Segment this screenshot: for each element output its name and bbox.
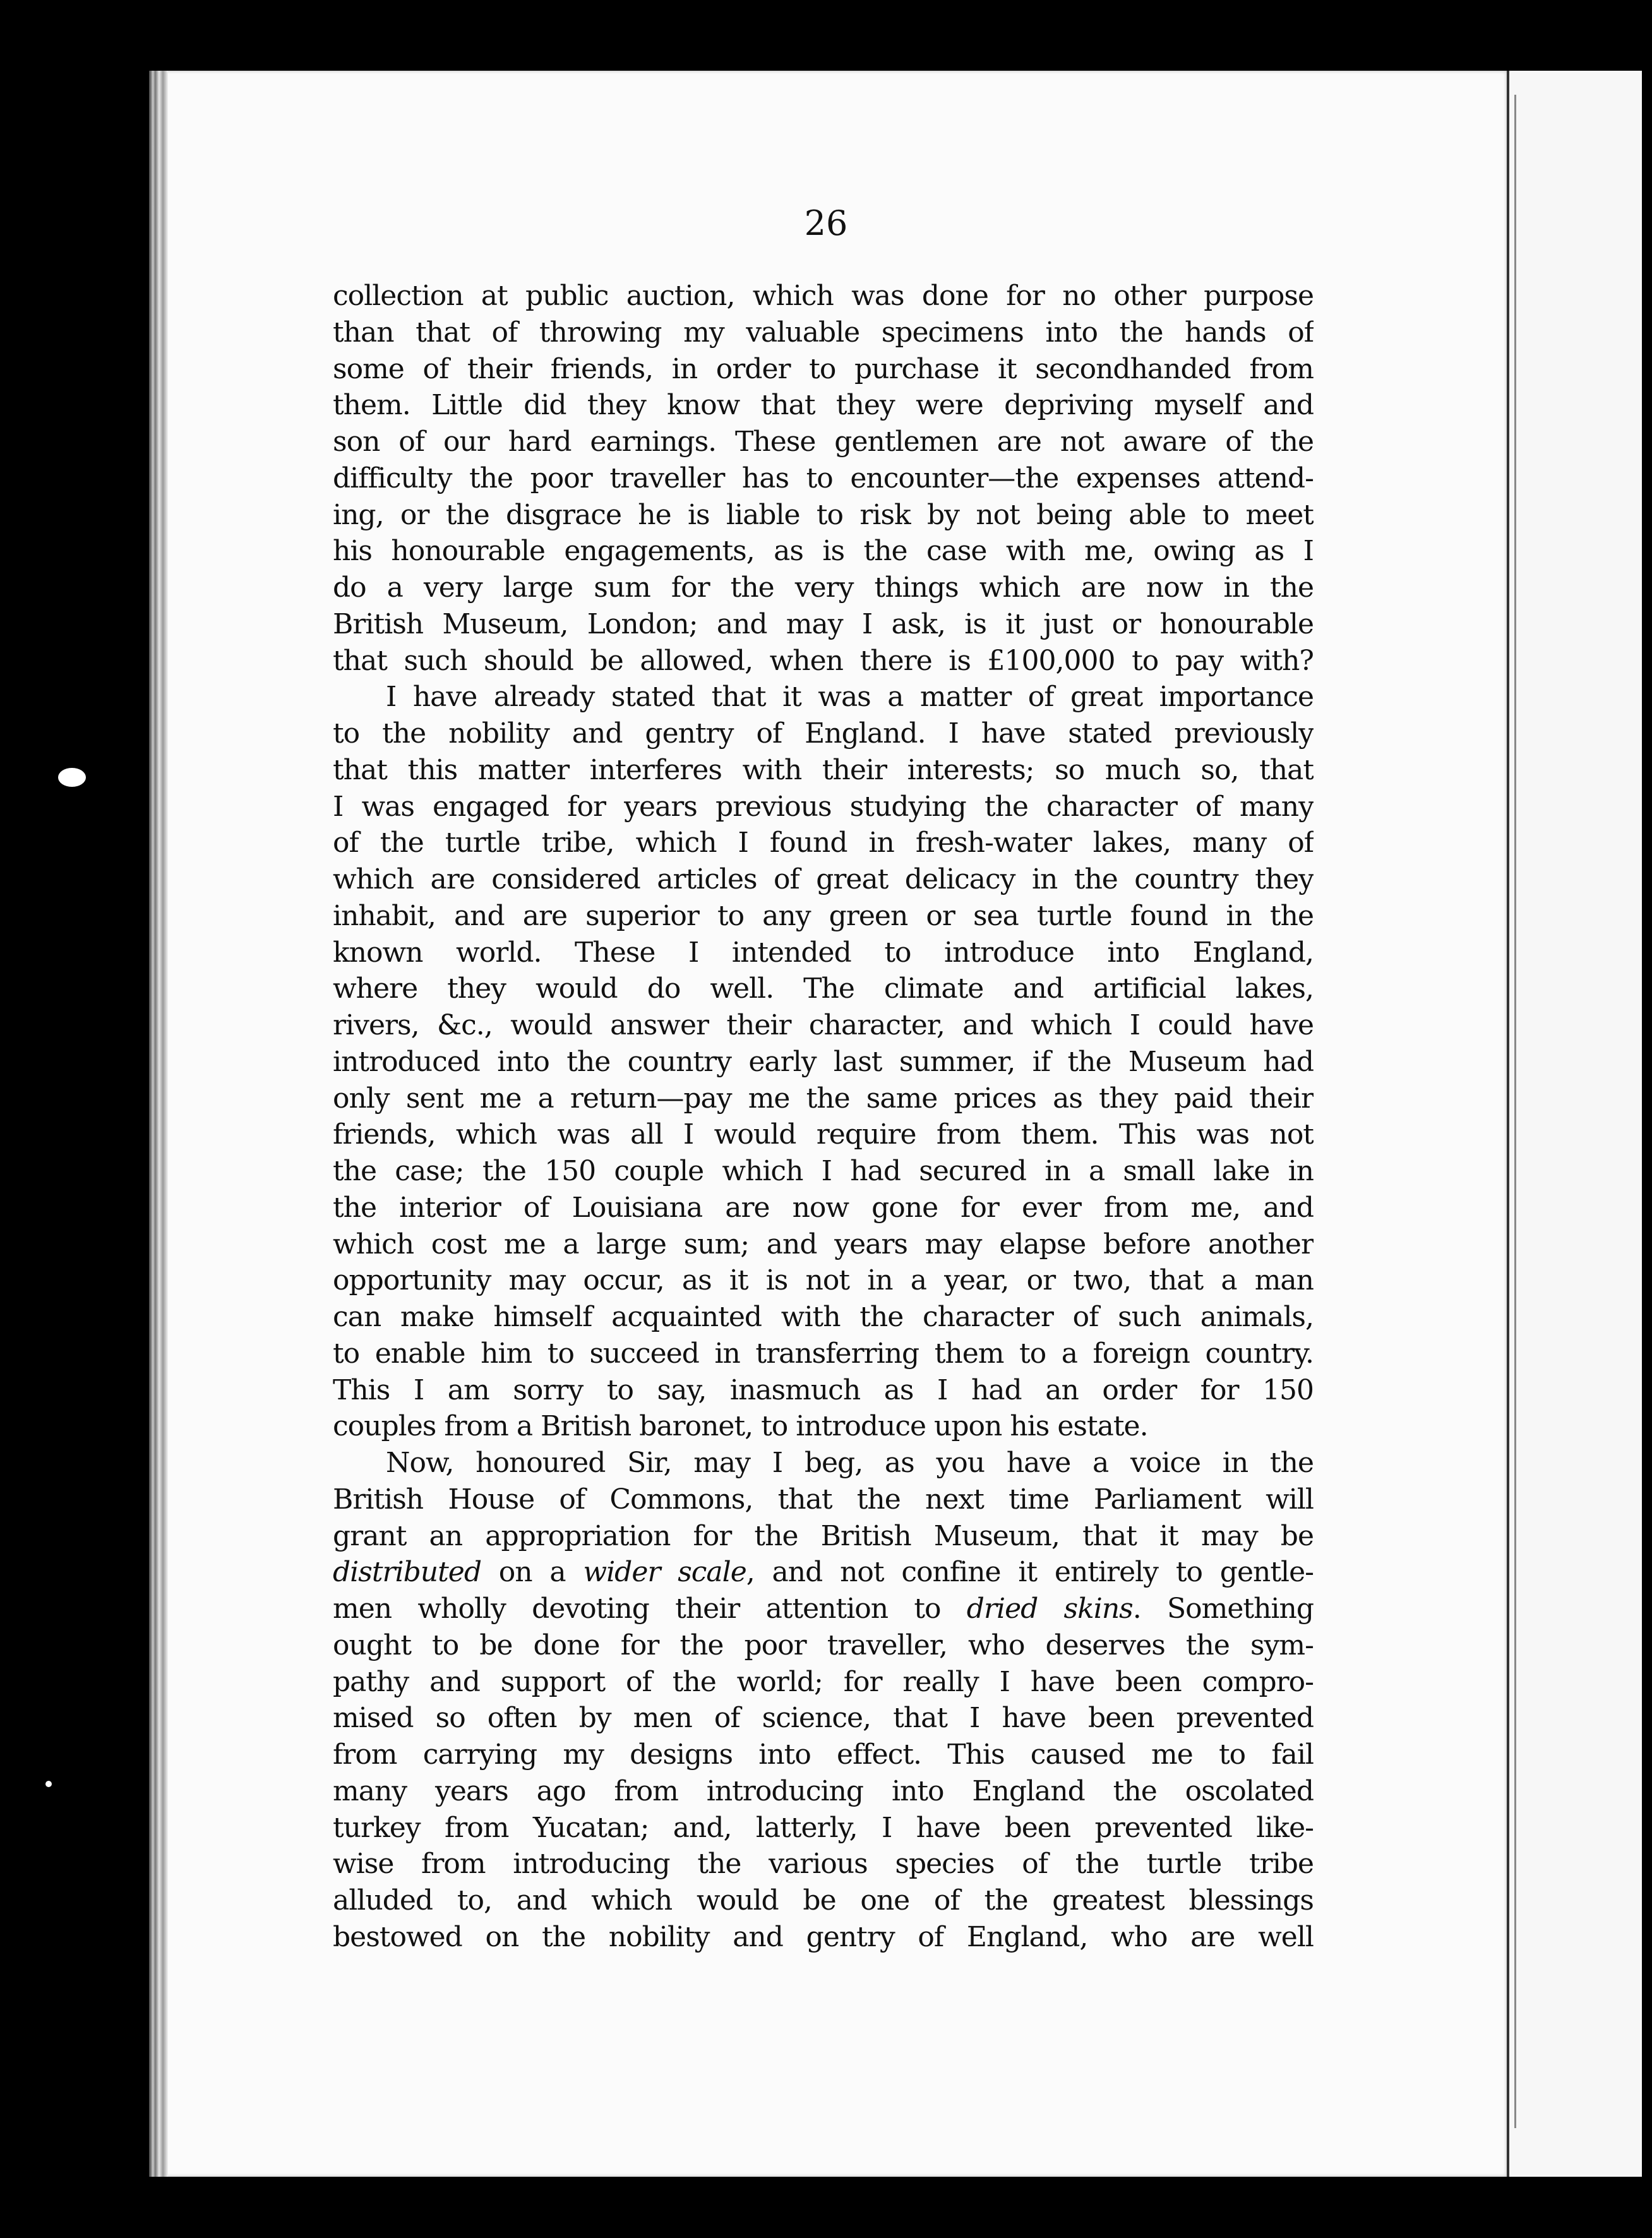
text-line: only sent me a return—pay me the same prices as they paid their bbox=[333, 1082, 1314, 1115]
text-line: rivers, &c., would answer their character, and which I could have bbox=[333, 1009, 1314, 1041]
page-number: 26 bbox=[804, 203, 848, 243]
text-line: I have already stated that it was a matter of great importance bbox=[386, 681, 1314, 714]
text-line: bestowed on the nobility and gentry of England, who are well bbox=[333, 1920, 1314, 1953]
text-line: than that of throwing my valuable specimens into the hands of bbox=[333, 316, 1314, 349]
text-line: mised so often by men of science, that I have been prevented bbox=[333, 1702, 1314, 1735]
text-line: where they would do well. The climate and artificial lakes, bbox=[333, 972, 1314, 1005]
text-line: distributed on a wider scale, and not confine it entirely to gentle- bbox=[333, 1556, 1314, 1589]
text-line: British Museum, London; and may I ask, is it just or honourable bbox=[333, 607, 1314, 640]
text-line: alluded to, and which would be one of the greatest blessings bbox=[333, 1884, 1314, 1917]
text-line: that this matter interferes with their interests; so much so, that bbox=[333, 753, 1314, 786]
text-line: wise from introducing the various species of the turtle tribe bbox=[333, 1848, 1314, 1881]
body-text bbox=[333, 278, 1314, 1956]
text-line: collection at public auction, which was done for no other purpose bbox=[333, 280, 1314, 312]
text-line: friends, which was all I would require from them. This was not bbox=[333, 1118, 1314, 1151]
text-line: This I am sorry to say, inasmuch as I had an order for 150 bbox=[333, 1373, 1314, 1406]
text-line: the interior of Louisiana are now gone for ever from me, and bbox=[333, 1191, 1314, 1224]
text-line: can make himself acquainted with the character of such animals, bbox=[333, 1301, 1314, 1333]
text-line: of the turtle tribe, which I found in fresh-water lakes, many of bbox=[333, 827, 1314, 859]
text-line: which cost me a large sum; and years may elapse before another bbox=[333, 1228, 1314, 1260]
text-line: turkey from Yucatan; and, latterly, I have been prevented like- bbox=[333, 1811, 1314, 1844]
text-line: son of our hard earnings. These gentlemen are not aware of the bbox=[333, 426, 1314, 458]
scan-speck bbox=[45, 1781, 52, 1787]
page-gutter bbox=[149, 71, 168, 2177]
text-line: I was engaged for years previous studying the character of many bbox=[333, 790, 1314, 823]
text-line: men wholly devoting their attention to dried skins. Something bbox=[333, 1593, 1314, 1625]
text-line: from carrying my designs into effect. This caused me to fail bbox=[333, 1738, 1314, 1771]
text-line: to enable him to succeed in transferring them to a foreign country. bbox=[333, 1337, 1314, 1370]
text-line: many years ago from introducing into England the oscolated bbox=[333, 1774, 1314, 1807]
text-line: opportunity may occur, as it is not in a year, or two, that a man bbox=[333, 1264, 1314, 1297]
adjacent-page-edge bbox=[1507, 71, 1642, 2177]
scan-speck bbox=[58, 768, 86, 787]
text-line: do a very large sum for the very things which are now in the bbox=[333, 571, 1314, 604]
text-line: pathy and support of the world; for really I have been compro- bbox=[333, 1665, 1314, 1698]
text-line: them. Little did they know that they were depriving myself and bbox=[333, 389, 1314, 422]
text-line: ought to be done for the poor traveller, who deserves the sym- bbox=[333, 1629, 1314, 1661]
text-line: that such should be allowed, when there is £100,000 to pay with? bbox=[333, 644, 1314, 677]
text-line: which are considered articles of great delicacy in the country they bbox=[333, 863, 1314, 895]
text-line: British House of Commons, that the next time Parliament will bbox=[333, 1483, 1314, 1516]
text-line: grant an appropriation for the British Museum, that it may be bbox=[333, 1519, 1314, 1552]
text-line: inhabit, and are superior to any green or sea turtle found in the bbox=[333, 899, 1314, 932]
text-line: to the nobility and gentry of England. I have stated previously bbox=[333, 717, 1314, 750]
text-line: ing, or the disgrace he is liable to risk by not being able to meet bbox=[333, 498, 1314, 531]
adjacent-page-line bbox=[1514, 95, 1516, 2128]
text-line: known world. These I intended to introduce into England, bbox=[333, 936, 1314, 969]
text-line: introduced into the country early last summer, if the Museum had bbox=[333, 1045, 1314, 1078]
text-line: couples from a British baronet, to introduce upon his estate. bbox=[333, 1410, 1148, 1443]
text-line: his honourable engagements, as is the case with me, owing as I bbox=[333, 535, 1314, 568]
text-line: Now, honoured Sir, may I beg, as you have a voice in the bbox=[386, 1447, 1314, 1479]
text-line: the case; the 150 couple which I had secured in a small lake in bbox=[333, 1155, 1314, 1187]
text-line: some of their friends, in order to purchase it secondhanded from bbox=[333, 352, 1314, 385]
text-line: difficulty the poor traveller has to encounter—the expenses attend- bbox=[333, 462, 1314, 494]
